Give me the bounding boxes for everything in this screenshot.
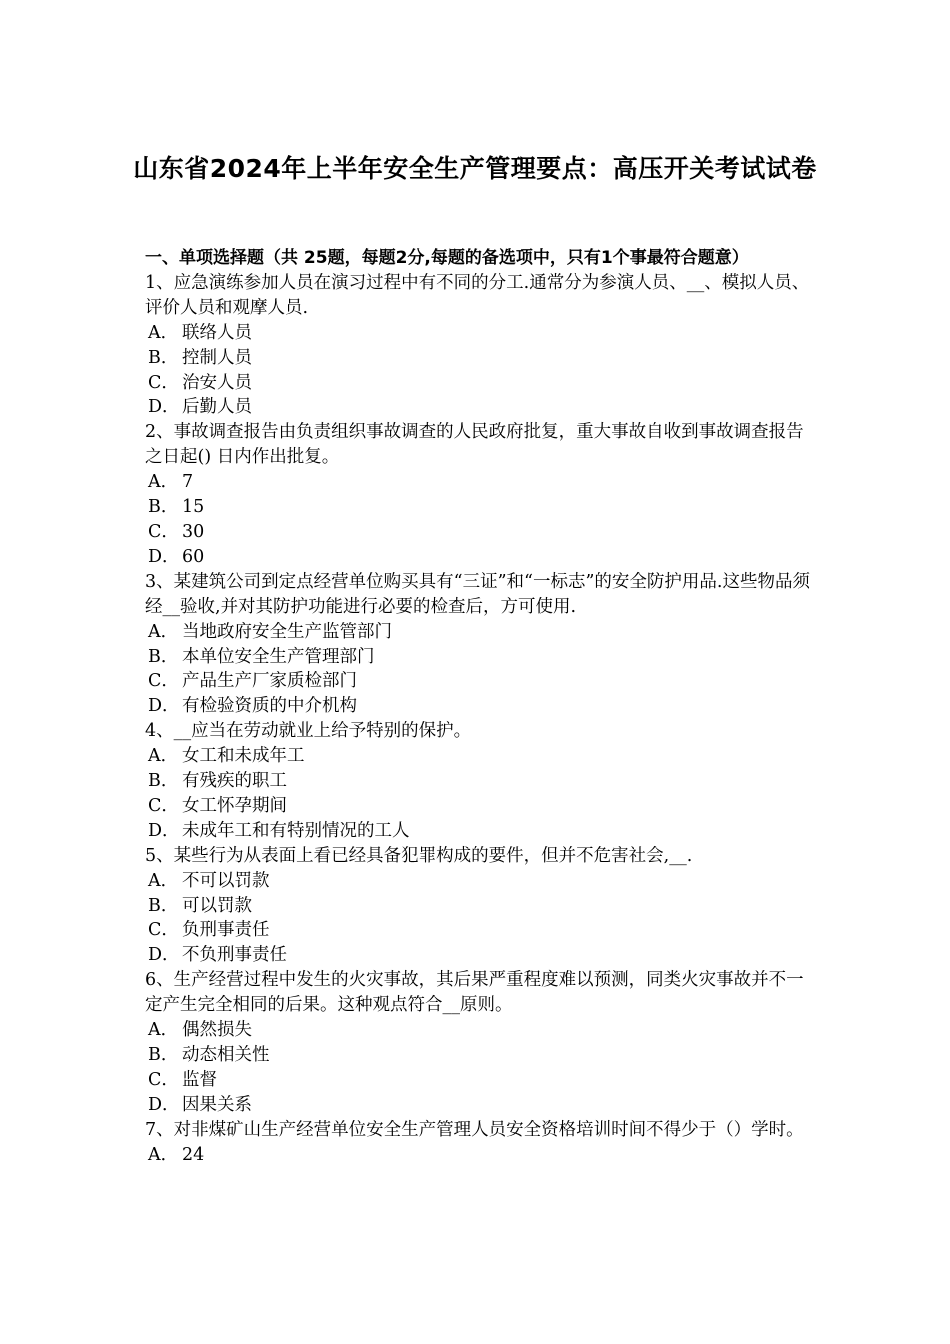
question-2 — [145, 420, 810, 569]
option-letter: B． — [148, 1045, 179, 1065]
option-letter: C． — [148, 795, 179, 816]
option-c — [145, 520, 810, 545]
section-heading: 一、单项选择题（共 25题，每题2分,每题的备选项中，只有1个事最符合题意） — [145, 248, 749, 268]
option-text: 负刑事责任 — [182, 920, 270, 941]
question-stem: 7、对非煤矿山生产经营单位安全生产管理人员安全资格培训时间不得少于（）学时。 — [145, 1119, 804, 1140]
option-text: 未成年工和有特别情况的工人 — [182, 820, 410, 841]
option-c — [145, 918, 810, 943]
option-a — [145, 1143, 810, 1168]
option-text: 不负刑事责任 — [182, 945, 287, 966]
option-a — [145, 869, 810, 894]
option-text: 女工和未成年工 — [182, 746, 305, 767]
question-1 — [145, 271, 810, 420]
option-d — [145, 819, 810, 844]
question-stem: 1、应急演练参加人员在演习过程中有不同的分工.通常分为参演人员、__、模拟人员、评价人员和观摩人员. — [145, 272, 810, 318]
question-stem: 4、__应当在劳动就业上给予特别的保护。 — [145, 721, 472, 742]
option-letter: C． — [148, 920, 179, 941]
option-c — [145, 794, 810, 819]
option-text: 有残疾的职工 — [182, 771, 287, 792]
option-text: 30 — [182, 521, 205, 542]
option-d — [145, 1093, 810, 1118]
option-letter: B． — [148, 646, 179, 667]
option-text: 7 — [182, 472, 194, 493]
option-a — [145, 1018, 810, 1043]
option-b — [145, 346, 810, 371]
option-b — [145, 645, 810, 670]
option-text: 15 — [182, 497, 205, 518]
option-text: 因果关系 — [182, 1094, 252, 1115]
question-stem: 5、某些行为从表面上看已经具备犯罪构成的要件，但并不危害社会,__. — [145, 845, 693, 866]
option-c — [145, 1068, 810, 1093]
option-letter: A． — [148, 870, 179, 891]
option-letter: D． — [148, 696, 180, 717]
document-body — [145, 246, 810, 1168]
option-a — [145, 470, 810, 495]
option-b — [145, 495, 810, 520]
option-c — [145, 371, 810, 396]
option-text: 当地政府安全生产监管部门 — [182, 621, 392, 642]
option-text: 有检验资质的中介机构 — [182, 696, 357, 717]
option-a — [145, 321, 810, 346]
option-letter: D． — [148, 820, 180, 841]
question-stem: 3、某建筑公司到定点经营单位购买具有“三证”和“一标志”的安全防护用品.这些物品须经__验收,并对其防护功能进行必要的检查后，方可使用. — [145, 571, 810, 617]
option-text: 60 — [182, 546, 205, 567]
option-letter: D． — [148, 1094, 180, 1115]
option-d — [145, 545, 810, 570]
option-text: 不可以罚款 — [182, 870, 270, 891]
option-letter: B． — [148, 771, 179, 792]
question-stem: 2、事故调查报告由负责组织事故调查的人民政府批复，重大事故自收到事故调查报告之日起() 日内作出批复。 — [145, 422, 804, 468]
option-text: 可以罚款 — [182, 895, 252, 916]
option-b — [145, 1043, 810, 1068]
option-letter: C． — [148, 1069, 179, 1090]
option-text: 后勤人员 — [182, 397, 252, 418]
option-letter: A． — [148, 1144, 179, 1165]
question-4 — [145, 719, 810, 844]
option-letter: C． — [148, 372, 179, 393]
option-letter: A． — [148, 1020, 179, 1041]
option-text: 控制人员 — [182, 347, 252, 368]
option-letter: D． — [148, 397, 180, 418]
option-text: 监督 — [182, 1069, 217, 1090]
option-text: 治安人员 — [182, 372, 252, 393]
option-text: 偶然损失 — [182, 1020, 252, 1041]
question-stem: 6、生产经营过程中发生的火灾事故，其后果严重程度难以预测，同类火灾事故并不一定产生完全相同的后果。这种观点符合__原则。 — [145, 970, 804, 1016]
option-letter: B． — [148, 895, 179, 916]
question-3 — [145, 570, 810, 719]
option-a — [145, 620, 810, 645]
question-5 — [145, 844, 810, 969]
question-6 — [145, 968, 810, 1117]
option-text: 产品生产厂家质检部门 — [182, 671, 357, 692]
option-letter: A． — [148, 746, 179, 767]
option-letter: D． — [148, 546, 180, 567]
option-a — [145, 744, 810, 769]
option-letter: C． — [148, 671, 179, 692]
document-title: 山东省2024年上半年安全生产管理要点：高压开关考试试卷 — [133, 154, 817, 183]
option-text: 联络人员 — [182, 322, 252, 343]
option-d — [145, 943, 810, 968]
option-letter: B． — [148, 347, 179, 368]
option-letter: B． — [148, 497, 179, 518]
option-text: 女工怀孕期间 — [182, 795, 287, 816]
option-letter: C． — [148, 521, 179, 542]
option-text: 本单位安全生产管理部门 — [182, 646, 375, 667]
option-text: 24 — [182, 1144, 205, 1165]
option-letter: A． — [148, 621, 179, 642]
option-b — [145, 769, 810, 794]
option-letter: D． — [148, 945, 180, 966]
option-d — [145, 694, 810, 719]
option-d — [145, 395, 810, 420]
question-7 — [145, 1118, 810, 1168]
option-text: 动态相关性 — [182, 1045, 270, 1065]
option-letter: A． — [148, 322, 179, 343]
option-c — [145, 669, 810, 694]
option-letter: A． — [148, 472, 179, 493]
option-b — [145, 894, 810, 919]
